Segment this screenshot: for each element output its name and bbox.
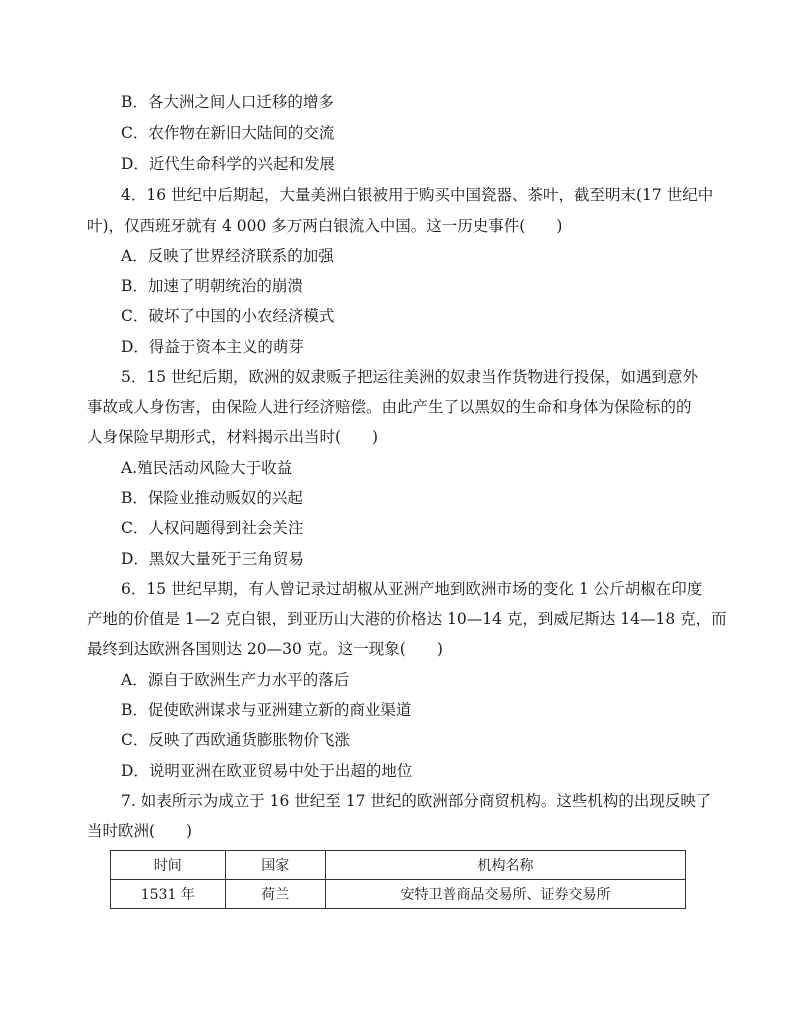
q3-option-b: B．各大洲之间人口迁移的增多 <box>121 93 334 111</box>
table-header-time: 时间 <box>111 851 226 880</box>
q5-option-a: A.殖民活动风险大于收益 <box>121 459 293 477</box>
table-header-row <box>111 851 686 880</box>
q4-option-a: A．反映了世界经济联系的加强 <box>121 247 334 265</box>
q5-stem-line1: 5．15 世纪后期，欧洲的奴隶贩子把运往美洲的奴隶当作货物进行投保，如遇到意外 <box>121 368 699 386</box>
q6-option-b: B．促使欧洲谋求与亚洲建立新的商业渠道 <box>121 701 412 719</box>
table-cell-country: 荷兰 <box>225 880 325 909</box>
q5-option-c: C．人权问题得到社会关注 <box>121 519 304 537</box>
table-cell-institution: 安特卫普商品交易所、证券交易所 <box>326 880 686 909</box>
q3-option-c: C．农作物在新旧大陆间的交流 <box>121 124 335 142</box>
table-header-country: 国家 <box>225 851 325 880</box>
q4-stem-line2: 叶)，仅西班牙就有 4 000 多万两白银流入中国。这一历史事件( ) <box>87 217 563 235</box>
table-header-institution: 机构名称 <box>326 851 686 880</box>
q5-stem-line2: 事故或人身伤害，由保险人进行经济赔偿。由此产生了以黑奴的生命和身体为保险标的的 <box>87 398 692 416</box>
table-cell-time: 1531 年 <box>111 880 226 909</box>
table-row <box>111 880 686 909</box>
q6-option-a: A．源自于欧洲生产力水平的落后 <box>121 671 350 689</box>
q3-option-d: D．近代生命科学的兴起和发展 <box>121 155 335 173</box>
q6-stem-line1: 6．15 世纪早期，有人曾记录过胡椒从亚洲产地到欧洲市场的变化 1 公斤胡椒在印度 <box>121 580 703 598</box>
q5-option-b: B．保险业推动贩奴的兴起 <box>121 489 303 507</box>
q6-stem-line3: 最终到达欧洲各国则达 20—30 克。这一现象( ) <box>87 640 443 658</box>
q6-option-d: D．说明亚洲在欧亚贸易中处于出超的地位 <box>121 762 413 780</box>
trade-institutions-table <box>110 850 686 909</box>
q7-stem-line1: 7. 如表所示为成立于 16 世纪至 17 世纪的欧洲部分商贸机构。这些机构的出现反映了 <box>121 792 712 810</box>
q5-option-d: D．黑奴大量死于三角贸易 <box>121 550 304 568</box>
q4-option-d: D．得益于资本主义的萌芽 <box>121 338 304 356</box>
q4-stem-line1: 4．16 世纪中后期起，大量美洲白银被用于购买中国瓷器、茶叶，截至明末(17 世纪中 <box>121 186 714 204</box>
q4-option-b: B．加速了明朝统治的崩溃 <box>121 277 303 295</box>
q7-stem-line2: 当时欧洲( ) <box>87 822 193 840</box>
q6-stem-line2: 产地的价值是 1—2 克白银，到亚历山大港的价格达 10—14 克，到威尼斯达 14—18 克，而 <box>87 610 727 628</box>
q4-option-c: C．破坏了中国的小农经济模式 <box>121 307 335 325</box>
q5-stem-line3: 人身保险早期形式，材料揭示出当时( ) <box>87 428 379 446</box>
q6-option-c: C．反映了西欧通货膨胀物价飞涨 <box>121 731 350 749</box>
